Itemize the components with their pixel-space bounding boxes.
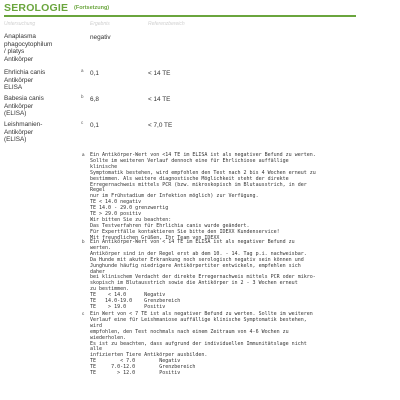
footnote-text: Ein Wert von < 7 TE ist als negativer Befund zu werten. Sollte im weiteren Verlauf eine für Leishmaniose auffällige klinische Symptomatik bestehen, wird empfohlen, den Test nochmals nach einem Zeitraum von 4-6 Wochen zu wiederholen. Es ist zu beachten, dass aufgrund der individuellen Immunitätslage nicht alle infizierten Tiere Antikörper ausbilden. TE < 7.0 Negativ TE 7.0-12.0 Grenzbereich TE > 12.0 Positiv xyxy=(90,311,313,377)
result-value: negativ xyxy=(90,34,111,41)
footnote-marker: c xyxy=(81,120,84,125)
footnote-mark: c xyxy=(82,311,85,316)
column-header-test: Untersuchung xyxy=(4,21,36,27)
footnote-text: Ein Antikörper-Wert von < 14 TE im ELISA ist als negativer Befund zu werten. Antikörper sind in der Regel erst ab dem 10. - 14. Tag p.i. nachweisbar. Da Hunde mit akuter Erkrankung noch serologisch negativ sein können und Junghunde häufig niedrigere Antikörpertiter entwickeln, empfehlen sich daher bei klinischem Verdacht der direkte Erregernachweis mittels PCR oder mikro- skopisch im Blutausstrich sowie die Antikörper in 2 - 3 Wochen erneut zu bestimmen. TE < 14.0 Negativ TE 14.0-19.0 Grenzbereich TE > 19.0 Positiv xyxy=(90,239,316,310)
result-value: 6,8 xyxy=(90,96,99,103)
reference-range: < 14 TE xyxy=(148,70,171,77)
footnote-mark: b xyxy=(82,239,85,244)
footnote-mark: a xyxy=(82,152,85,157)
test-name: Ehrlichia canis Antikörper ELISA xyxy=(4,69,46,92)
section-subtitle: (Fortsetzung) xyxy=(74,5,110,11)
reference-range: < 14 TE xyxy=(148,96,171,103)
result-value: 0,1 xyxy=(90,70,99,77)
footnote-marker: b xyxy=(81,94,84,99)
section-title: SEROLOGIE xyxy=(4,2,69,14)
footnote-text: Ein Antikörper-Wert von <14 TE im ELISA ist als negativer Befund zu werten. Sollte im weiteren Verlauf dennoch eine für Ehrlichiose auffällige klinische Symptomatik bestehen, wird empfohlen den Test nach 2 bis 4 Wochen erneut zu bestimmen. Als weitere diagnostische Möglichkeit steht der direkte Erregernachweis mittels PCR (bzw. mikroskopisch im Blutausstrich, in der Regel nur im Frühstadium der Infektion möglich) zur Verfügung. TE < 14.0 negativ TE 14.0 - 29.0 grenzwertig TE > 29.0 positiv Wir bitten Sie zu beachten: Das Testverfahren für Ehrlichia canis wurde geändert. Für Expertfälle kontaktieren Sie bitte den IDEXX Kundenservice! Mit freundlichen Grüßen, Ihr Team von IDEXX xyxy=(90,152,316,241)
column-header-result: Ergebnis xyxy=(90,21,110,27)
header-divider xyxy=(4,15,356,17)
result-value: 0,1 xyxy=(90,122,99,129)
reference-range: < 7,0 TE xyxy=(148,122,173,129)
footnote-marker: a xyxy=(81,68,84,73)
column-header-reference: Referenzbereich xyxy=(148,21,185,27)
test-name: Leishmanien- Antikörper (ELISA) xyxy=(4,121,43,144)
test-name: Babesia canis Antikörper (ELISA) xyxy=(4,95,44,118)
test-name: Anaplasma phagocytophilum / platys Antikörper xyxy=(4,33,53,63)
